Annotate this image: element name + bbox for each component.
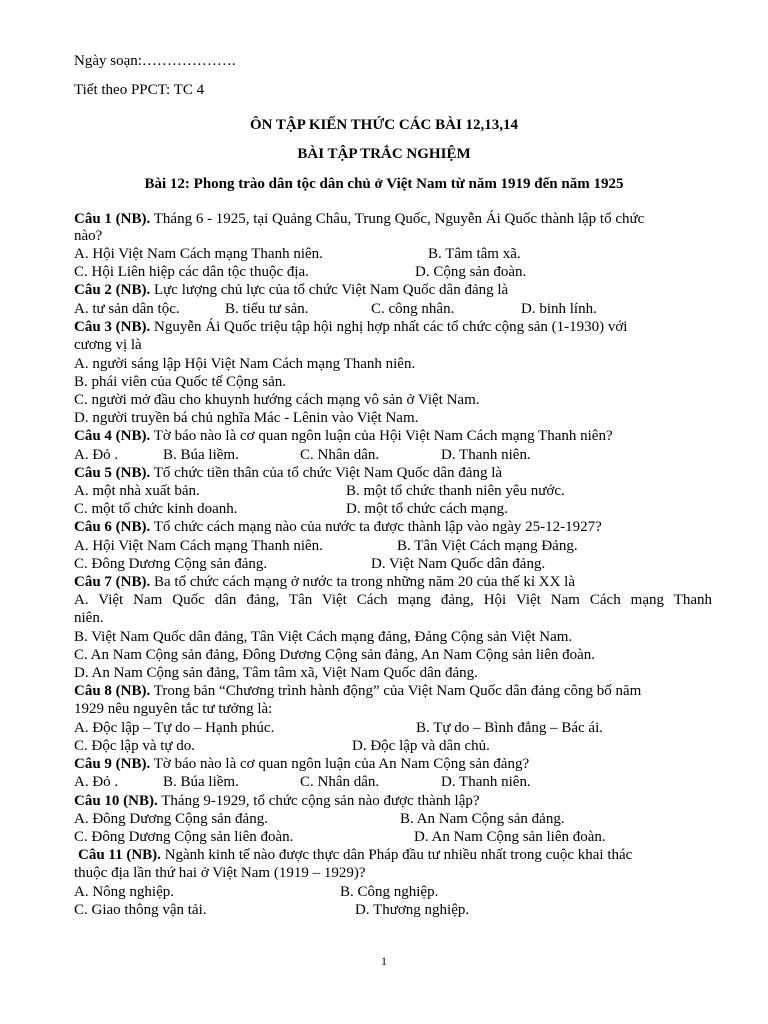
question-10 (74, 793, 480, 810)
question-8-cont: 1929 nêu nguyên tắc tư tưởng là: (74, 701, 273, 717)
question-text: Tháng 9-1929, tổ chức cộng sản nào được thành lập? (157, 793, 480, 809)
q8-option-b: B. Tự do – Bình đẳng – Bác ái. (416, 720, 604, 736)
question-text: Tháng 6 - 1925, tại Quảng Châu, Trung Quốc, Nguyễn Ái Quốc thành lập tổ chức (150, 211, 645, 227)
q11-option-d: D. Thương nghiệp. (355, 902, 470, 918)
q8-option-c: C. Độc lập và tự do. (74, 738, 196, 754)
q2-option-d: D. binh lính. (521, 301, 597, 317)
question-text: Tổ chức cách mạng nào của nước ta được thành lập vào ngày 25-12-1927? (150, 519, 602, 535)
q11-option-a: A. Nông nghiệp. (74, 884, 174, 900)
q10-option-d: D. An Nam Cộng sản liên đoàn. (414, 829, 606, 845)
q3-option-b: B. phái viên của Quốc tế Cộng sản. (74, 374, 287, 390)
q6-option-b: B. Tân Việt Cách mạng Đảng. (397, 538, 578, 554)
q5-option-a: A. một nhà xuất bản. (74, 483, 200, 499)
q10-option-a: A. Đông Dương Cộng sản đảng. (74, 811, 268, 827)
question-label: Câu 8 (NB). (74, 683, 151, 699)
q9-option-c: C. Nhân dân. (300, 774, 380, 790)
q5-option-b: B. một tổ chức thanh niên yêu nước. (346, 483, 565, 499)
question-label: Câu 3 (NB). (74, 319, 151, 335)
q10-option-b: B. An Nam Cộng sản đảng. (400, 811, 565, 827)
q2-option-c: C. công nhân. (371, 301, 455, 317)
q3-option-a: A. người sáng lập Hội Việt Nam Cách mạng Thanh niên. (74, 356, 416, 372)
question-label: Câu 4 (NB). (74, 428, 151, 444)
q11-option-c: C. Giao thông vận tải. (74, 902, 207, 918)
sub-title: BÀI TẬP TRẮC NGHIỆM (297, 146, 471, 162)
question-8 (74, 683, 641, 700)
q6-option-d: D. Việt Nam Quốc dân đảng. (371, 556, 546, 572)
question-label: Câu 9 (NB). (74, 756, 151, 772)
question-11-cont: thuộc địa lần thứ hai ở Việt Nam (1919 – 1929)? (74, 865, 366, 881)
q9-option-d: D. Thanh niên. (441, 774, 531, 790)
q6-option-a: A. Hội Việt Nam Cách mạng Thanh niên. (74, 538, 323, 554)
q3-option-d: D. người truyền bá chủ nghĩa Mác - Lênin vào Việt Nam. (74, 410, 419, 426)
q5-option-d: D. một tổ chức cách mạng. (346, 501, 508, 517)
question-9 (74, 756, 529, 773)
question-1-cont: nào? (74, 228, 103, 244)
q1-option-a: A. Hội Việt Nam Cách mạng Thanh niên. (74, 246, 323, 262)
question-text: Trong bản “Chương trình hành động” của Việt Nam Quốc dân đảng công bố năm (150, 683, 642, 699)
question-4 (74, 428, 613, 445)
q4-option-a: A. Đỏ . (74, 447, 119, 463)
q7-option-c: C. An Nam Cộng sản đảng, Đông Dương Cộng sản đảng, An Nam Cộng sản liên đoàn. (74, 647, 596, 663)
q7-option-d: D. An Nam Cộng sản đảng, Tâm tâm xã, Việt Nam Quốc dân đảng. (74, 665, 478, 681)
main-title: ÔN TẬP KIẾN THỨC CÁC BÀI 12,13,14 (249, 117, 519, 133)
question-text: Tờ báo nào là cơ quan ngôn luận của Hội Việt Nam Cách mạng Thanh niên? (150, 428, 613, 444)
page-number: 1 (381, 954, 387, 968)
q1-option-c: C. Hội Liên hiệp các dân tộc thuộc địa. (74, 264, 309, 280)
question-11 (78, 847, 632, 864)
q9-option-b: B. Búa liềm. (163, 774, 239, 790)
q4-option-d: D. Thanh niên. (441, 447, 531, 463)
question-label: Câu 6 (NB). (74, 519, 151, 535)
question-1 (74, 211, 644, 228)
question-3-cont: cương vị là (74, 337, 142, 353)
question-3 (74, 319, 627, 336)
q4-option-b: B. Búa liềm. (163, 447, 239, 463)
q9-option-a: A. Đỏ . (74, 774, 119, 790)
q8-option-d: D. Độc lập và dân chủ. (352, 738, 490, 754)
q7-option-a-cont: niên. (74, 610, 104, 626)
q1-option-d: D. Cộng sản đoàn. (415, 264, 527, 280)
question-7 (74, 574, 575, 591)
lesson-title: Bài 12: Phong trào dân tộc dân chủ ở Việt Nam từ năm 1919 đến năm 1925 (144, 176, 624, 192)
q7-option-a: A. Việt Nam Quốc dân đảng, Tân Việt Cách mạng đảng, Hội Việt Nam Cách mạng Thanh (74, 592, 712, 608)
question-label: Câu 11 (NB). (78, 847, 161, 863)
q10-option-c: C. Đông Dương Cộng sản liên đoàn. (74, 829, 294, 845)
question-label: Câu 1 (NB). (74, 211, 151, 227)
question-label: Câu 2 (NB). (74, 282, 151, 298)
q3-option-c: C. người mở đầu cho khuynh hướng cách mạng vô sản ở Việt Nam. (74, 392, 480, 408)
q2-option-b: B. tiểu tư sản. (225, 301, 309, 317)
question-label: Câu 10 (NB). (74, 793, 158, 809)
question-text: Tờ báo nào là cơ quan ngôn luận của An Nam Cộng sản đảng? (150, 756, 530, 772)
question-label: Câu 5 (NB). (74, 465, 151, 481)
question-text: Tổ chức tiền thân của tổ chức Việt Nam Quốc dân đảng là (150, 465, 503, 481)
q5-option-c: C. một tổ chức kinh doanh. (74, 501, 238, 517)
q8-option-a: A. Độc lập – Tự do – Hạnh phúc. (74, 720, 275, 736)
question-text: Ngành kinh tế nào được thực dân Pháp đầu tư nhiều nhất trong cuộc khai thác (160, 847, 633, 863)
question-5 (74, 465, 502, 482)
q7-option-b: B. Việt Nam Quốc dân đảng, Tân Việt Cách mạng đảng, Đảng Cộng sản Việt Nam. (74, 629, 573, 645)
preparation-date: Ngày soạn:………………. (74, 53, 236, 69)
question-label: Câu 7 (NB). (74, 574, 151, 590)
question-6 (74, 519, 602, 536)
question-text: Nguyễn Ái Quốc triệu tập hội nghị hợp nhất các tổ chức cộng sản (1-1930) với (150, 319, 628, 335)
q6-option-c: C. Đông Dương Cộng sản đảng. (74, 556, 268, 572)
q1-option-b: B. Tâm tâm xã. (428, 246, 521, 262)
question-text: Lực lượng chủ lực của tổ chức Việt Nam Quốc dân đảng là (150, 282, 509, 298)
question-text: Ba tổ chức cách mạng ở nước ta trong những năm 20 của thế kỉ XX là (150, 574, 575, 590)
lesson-period: Tiết theo PPCT: TC 4 (74, 82, 205, 98)
q2-option-a: A. tư sản dân tộc. (74, 301, 180, 317)
question-2 (74, 282, 508, 299)
q11-option-b: B. Công nghiệp. (340, 884, 439, 900)
q4-option-c: C. Nhân dân. (300, 447, 380, 463)
